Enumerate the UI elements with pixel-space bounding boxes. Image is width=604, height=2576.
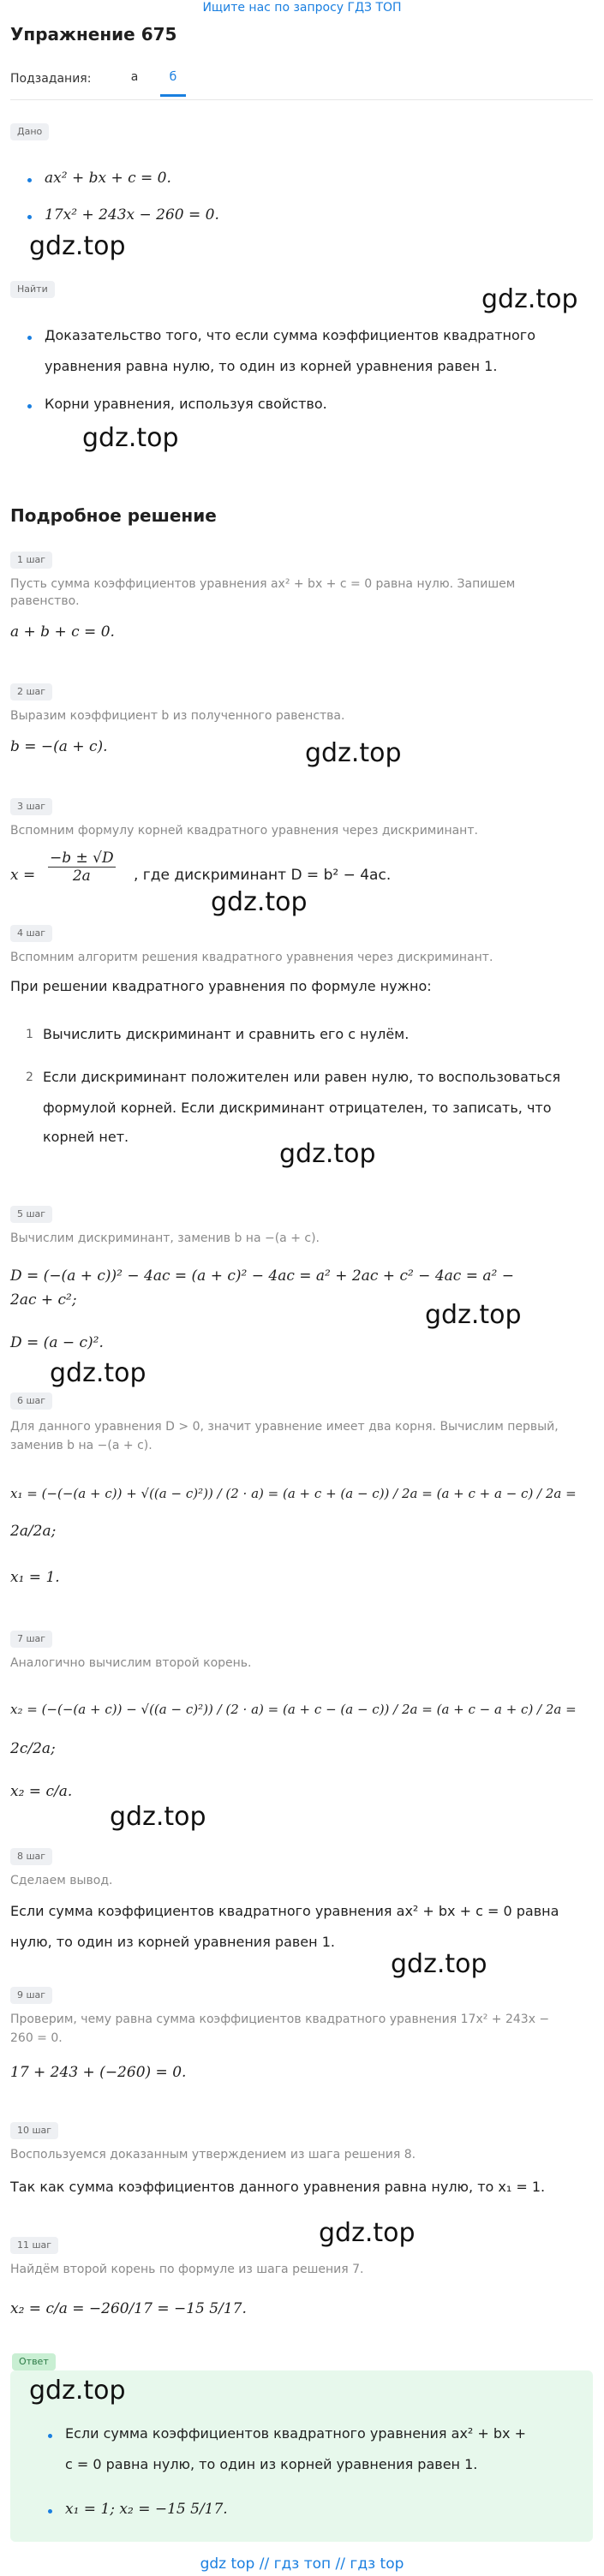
given-item: 17x² + 243x − 260 = 0. — [45, 206, 219, 224]
find-item: Доказательство того, что если сумма коэффициентов квадратного — [45, 327, 535, 343]
watermark: gdz.top — [305, 738, 402, 768]
watermark: gdz.top — [29, 2376, 126, 2406]
find-label: Найти — [10, 281, 55, 298]
step-text: Аналогично вычислим второй корень. — [10, 1656, 252, 1670]
watermark: gdz.top — [82, 423, 179, 453]
step-math: x₂ = c/a = −260/17 = −15 5/17. — [10, 2300, 247, 2317]
step-math: x₁ = 1. — [10, 1569, 60, 1586]
step-text: Вспомним алгоритм решения квадратного уравнения через дискриминант. — [10, 951, 493, 964]
step-math: D = (a − c)². — [10, 1334, 104, 1351]
step-math: D = (−(a + c))² − 4ac = (a + c)² − 4ac = a² + 2ac + c² − 4ac = a² − — [10, 1267, 514, 1285]
list-item: Если дискриминант положителен или равен нулю, то воспользоваться — [43, 1069, 561, 1085]
step-label: 6 шаг — [10, 1392, 52, 1410]
answer-label: Ответ — [12, 2353, 56, 2370]
list-number: 2 — [26, 1070, 33, 1084]
step-label: 8 шаг — [10, 1848, 52, 1865]
step-math: x₂ = (−(−(a + c)) − √((a − c)²)) / (2 · a) = (a + c − (a − c)) / 2a = (a + c − a + c) / 2a = — [10, 1702, 577, 1717]
list-item: формулой корней. Если дискриминант отрицателен, то записать, что — [43, 1100, 552, 1116]
step-text: Вспомним формулу корней квадратного уравнения через дискриминант. — [10, 824, 478, 838]
list-item: корней нет. — [43, 1129, 129, 1145]
watermark: gdz.top — [481, 284, 578, 314]
search-hint-link[interactable]: Ищите нас по запросу ГДЗ ТОП — [202, 1, 402, 15]
find-item: уравнения равна нулю, то один из корней уравнения равен 1. — [45, 358, 498, 374]
watermark: gdz.top — [391, 1949, 487, 1979]
bullet — [48, 2509, 52, 2513]
step-label: 10 шаг — [10, 2122, 58, 2139]
step-math: 17 + 243 + (−260) = 0. — [10, 2064, 187, 2081]
step-math: 2a/2a; — [10, 1523, 57, 1540]
watermark: gdz.top — [110, 1802, 206, 1832]
step-math: a + b + c = 0. — [10, 623, 115, 641]
fraction-numerator: −b ± √D — [50, 850, 114, 867]
step-text: Для данного уравнения D > 0, значит уравнение имеет два корня. Вычислим первый, — [10, 1420, 559, 1434]
bullet — [27, 336, 32, 340]
answer-text: c = 0 равна нулю, то один из корней уравнения равен 1. — [65, 2456, 478, 2472]
footer-links[interactable]: gdz top // гдз топ // гдз top — [200, 2555, 404, 2573]
tab-a[interactable]: а — [130, 70, 139, 84]
answer-text: Если сумма коэффициентов квадратного уравнения ax² + bx + — [65, 2425, 527, 2442]
step-label: 1 шаг — [10, 552, 52, 569]
step-text: Сделаем вывод. — [10, 1874, 113, 1887]
step-text: Вычислим дискриминант, заменив b на −(a + c). — [10, 1231, 320, 1245]
step-text: равенство. — [10, 594, 80, 608]
step-math: , где дискриминант D = b² − 4ac. — [134, 867, 392, 884]
given-label: Дано — [10, 123, 49, 140]
step-math: 2ac + c²; — [10, 1291, 77, 1309]
step-label: 11 шаг — [10, 2237, 58, 2254]
bullet — [48, 2434, 52, 2438]
step-text: 260 = 0. — [10, 2031, 63, 2045]
watermark: gdz.top — [279, 1139, 376, 1169]
divider — [10, 99, 593, 100]
step-text: заменив b на −(a + c). — [10, 1439, 152, 1452]
answer-math: x₁ = 1; x₂ = −15 5/17. — [65, 2501, 228, 2518]
step-math: 2c/2a; — [10, 1740, 56, 1757]
step-text: Найдём второй корень по формуле из шага решения 7. — [10, 2263, 364, 2276]
given-item: ax² + bx + c = 0. — [45, 170, 171, 187]
step-text: Воспользуемся доказанным утверждением из шага решения 8. — [10, 2148, 416, 2162]
step-text: Выразим коэффициент b из полученного равенства. — [10, 709, 345, 723]
step-text: Проверим, чему равна сумма коэффициентов квадратного уравнения 17x² + 243x − — [10, 2012, 550, 2026]
list-item: Вычислить дискриминант и сравнить его с нулём. — [43, 1026, 410, 1042]
step-bold: нулю, то один из корней уравнения равен 1. — [10, 1934, 335, 1950]
list-number: 1 — [26, 1028, 33, 1041]
solution-title: Подробное решение — [10, 505, 217, 526]
watermark: gdz.top — [50, 1358, 147, 1388]
active-tab-indicator — [160, 94, 186, 97]
bullet — [27, 178, 32, 182]
watermark: gdz.top — [319, 2218, 416, 2248]
step-bold: При решении квадратного уравнения по формуле нужно: — [10, 978, 432, 994]
step-bold: Если сумма коэффициентов квадратного уравнения ax² + bx + c = 0 равна — [10, 1903, 559, 1919]
watermark: gdz.top — [29, 231, 126, 261]
page-title: Упражнение 675 — [10, 24, 177, 45]
bullet — [27, 215, 32, 219]
step-math: b = −(a + c). — [10, 738, 108, 755]
step-math: x₂ = c/a. — [10, 1783, 73, 1800]
watermark: gdz.top — [211, 887, 308, 917]
step-bold: Так как сумма коэффициентов данного уравнения равна нулю, то x₁ = 1. — [10, 2179, 546, 2195]
formula-fraction — [48, 850, 116, 885]
step-label: 7 шаг — [10, 1631, 52, 1648]
bullet — [27, 404, 32, 408]
step-label: 5 шаг — [10, 1206, 52, 1223]
tab-b[interactable]: б — [169, 70, 177, 84]
step-label: 3 шаг — [10, 798, 52, 815]
step-math: x₁ = (−(−(a + c)) + √((a − c)²)) / (2 · a) = (a + c + (a − c)) / 2a = (a + c + a − c) / 2a = — [10, 1486, 577, 1501]
step-label: 4 шаг — [10, 925, 52, 942]
find-item: Корни уравнения, используя свойство. — [45, 396, 327, 412]
step-label: 9 шаг — [10, 1987, 52, 2004]
fraction-denominator: 2a — [72, 868, 91, 885]
step-text: Пусть сумма коэффициентов уравнения ax² + bx + c = 0 равна нулю. Запишем — [10, 577, 516, 591]
subtasks-label: Подзадания: — [10, 72, 92, 86]
watermark: gdz.top — [425, 1300, 522, 1330]
step-label: 2 шаг — [10, 683, 52, 701]
step-math: x = — [10, 867, 36, 884]
